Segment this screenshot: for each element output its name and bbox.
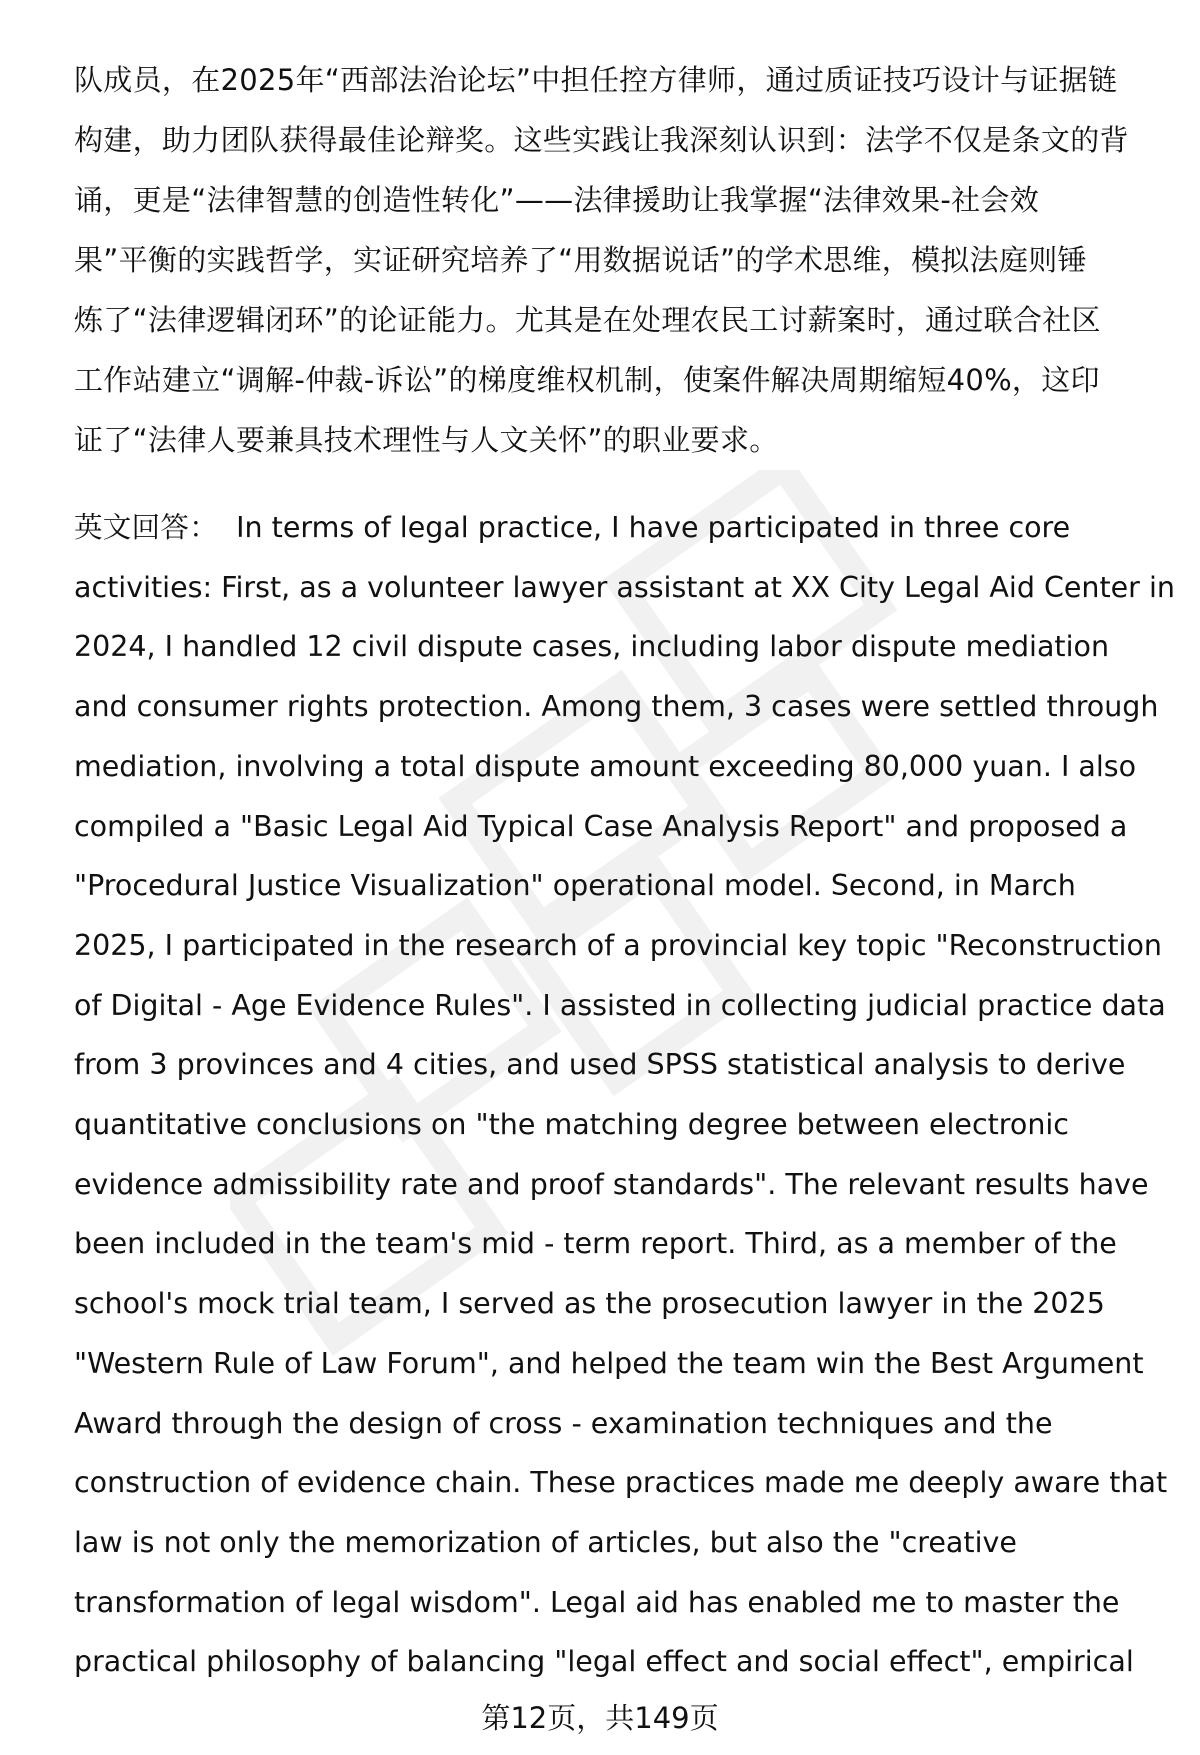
text-line: 2025, I participated in the research of a provincial key topic "Reconstruction — [74, 928, 1162, 962]
text-line: activities: First, as a volunteer lawyer assistant at XX City Legal Aid Center in — [74, 570, 1175, 604]
text-line: compiled a "Basic Legal Aid Typical Case Analysis Report" and proposed a — [74, 809, 1128, 843]
english-answer-first-line: In terms of legal practice, I have participated in three core — [236, 511, 1071, 544]
text-line: of Digital - Age Evidence Rules". I assisted in collecting judicial practice data — [74, 988, 1166, 1022]
page-number-footer: 第12页，共149页 — [481, 1701, 719, 1735]
document-body — [74, 50, 1175, 1692]
text-line: practical philosophy of balancing "legal effect and social effect", empirical — [74, 1645, 1134, 1679]
text-line: construction of evidence chain. These practices made me deeply aware that — [74, 1466, 1168, 1500]
english-answer-label: 英文回答： — [74, 511, 219, 544]
text-line: 证了“法律人要兼具技术理性与人文关怀”的职业要求。 — [74, 423, 779, 457]
text-line: 炼了“法律逻辑闭环”的论证能力。尤其是在处理农民工讨薪案时，通过联合社区 — [74, 303, 1101, 337]
text-line: "Procedural Justice Visualization" operational model. Second, in March — [74, 869, 1076, 903]
text-line: 诵，更是“法律智慧的创造性转化”——法律援助让我掌握“法律效果-社会效 — [74, 183, 1040, 217]
text-line: law is not only the memorization of articles, but also the "creative — [74, 1525, 1017, 1559]
text-line: 果”平衡的实践哲学，实证研究培养了“用数据说话”的学术思维，模拟法庭则锤 — [74, 243, 1087, 277]
text-line: Award through the design of cross - examination techniques and the — [74, 1406, 1053, 1440]
text-line: and consumer rights protection. Among them, 3 cases were settled through — [74, 690, 1159, 724]
text-line: 构建，助力团队获得最佳论辩奖。这些实践让我深刻认识到：法学不仅是条文的背 — [74, 123, 1129, 157]
text-line: transformation of legal wisdom". Legal aid has enabled me to master the — [74, 1585, 1120, 1619]
english-answer-paragraph — [74, 498, 1175, 1692]
text-line: school's mock trial team, I served as the prosecution lawyer in the 2025 — [74, 1287, 1105, 1321]
text-line: "Western Rule of Law Forum", and helped the team win the Best Argument — [74, 1346, 1144, 1380]
text-line: 2024, I handled 12 civil dispute cases, including labor dispute mediation — [74, 630, 1110, 664]
chinese-paragraph — [74, 50, 1160, 470]
text-line: 工作站建立“调解-仲裁-诉讼”的梯度维权机制，使案件解决周期缩短40%，这印 — [74, 363, 1100, 397]
text-line: 队成员，在2025年“西部法治论坛”中担任控方律师，通过质证技巧设计与证据链 — [74, 63, 1118, 97]
text-line: been included in the team's mid - term report. Third, as a member of the — [74, 1227, 1117, 1261]
text-line — [74, 498, 1160, 558]
text-line: evidence admissibility rate and proof standards". The relevant results have — [74, 1167, 1149, 1201]
text-line: quantitative conclusions on "the matching degree between electronic — [74, 1108, 1069, 1142]
text-line: mediation, involving a total dispute amount exceeding 80,000 yuan. I also — [74, 749, 1137, 783]
text-line: from 3 provinces and 4 cities, and used SPSS statistical analysis to derive — [74, 1048, 1126, 1082]
